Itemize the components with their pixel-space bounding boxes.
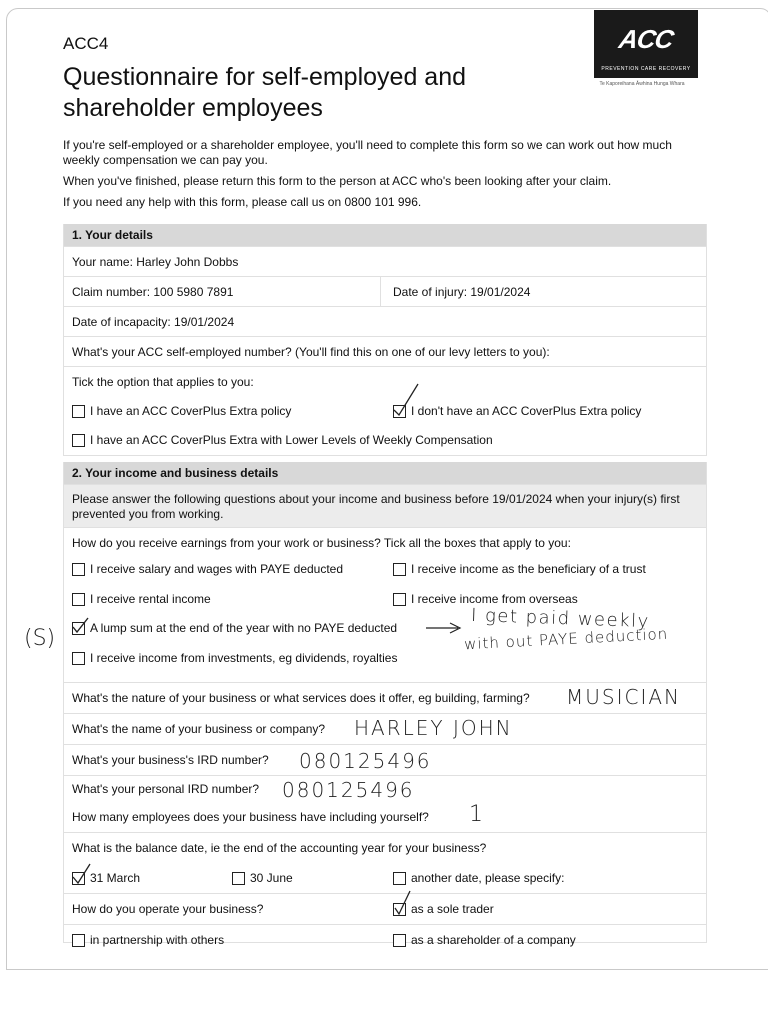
incapacity-row <box>64 306 706 336</box>
checkbox[interactable] <box>232 872 245 885</box>
employees-row <box>64 802 706 832</box>
checkmark-icon <box>393 890 413 916</box>
claim-row <box>64 276 706 306</box>
option-label: I receive income from overseas <box>411 592 578 606</box>
checkbox[interactable] <box>393 872 406 885</box>
earnings-option-overseas[interactable] <box>393 592 578 606</box>
personal-ird-question: What's your personal IRD number? <box>72 782 260 796</box>
handwritten-note-line1: I get paid weekly <box>470 604 651 633</box>
earnings-option-investments[interactable] <box>72 651 397 665</box>
checkbox[interactable] <box>72 934 85 947</box>
checkmark-icon <box>72 863 92 885</box>
intro-paragraph-2: When you've finished, please return this form to the person at ACC who's been looking after your claim. <box>63 174 612 188</box>
nature-row <box>64 682 706 713</box>
checkbox[interactable] <box>72 652 85 665</box>
business-name-question: What's the name of your business or company? <box>72 722 326 736</box>
earnings-prompt: How do you receive earnings from your work or business? Tick all the boxes that apply to you: <box>72 536 571 550</box>
option-label: I receive salary and wages with PAYE deducted <box>90 562 344 576</box>
checkbox[interactable] <box>393 934 406 947</box>
section-heading: 1. Your details <box>64 224 706 246</box>
operate-option-sole-trader[interactable] <box>393 894 494 924</box>
operate-row <box>64 893 706 924</box>
coverplus-option-1[interactable] <box>72 404 291 418</box>
margin-mark: (S) <box>24 626 56 651</box>
section-heading: 2. Your income and business details <box>64 462 706 484</box>
option-label: I have an ACC CoverPlus Extra policy <box>90 404 292 418</box>
checkbox[interactable] <box>393 593 406 606</box>
checkbox[interactable] <box>393 405 406 418</box>
balance-options-row <box>64 863 706 893</box>
option-label: as a sole trader <box>411 902 494 916</box>
checkmark-icon <box>72 617 90 635</box>
business-name-answer[interactable]: HARLEY JOHN <box>354 716 513 740</box>
form-code: ACC4 <box>63 34 109 53</box>
balance-date-row <box>64 832 706 863</box>
checkbox[interactable] <box>72 872 85 885</box>
page-title: Questionnaire for self-employed and shareholder employees <box>63 63 467 122</box>
employees-answer[interactable]: 1 <box>469 802 485 827</box>
checkbox[interactable] <box>393 903 406 916</box>
acc-logo <box>594 10 698 78</box>
date-of-injury-field[interactable]: Date of injury: 19/01/2024 <box>393 284 531 299</box>
balance-option-31-march[interactable] <box>72 863 140 893</box>
intro-paragraph-1: If you're self-employed or a shareholder employee, you'll need to complete this form so we can work out how much weekly compensation we can pay you. <box>63 138 672 167</box>
instructions-row <box>64 484 706 527</box>
earnings-prompt-row <box>64 527 706 558</box>
option-label: A lump sum at the end of the year with no PAYE deducted <box>90 621 398 635</box>
section-income-business <box>63 462 707 947</box>
option-label: in partnership with others <box>90 933 225 947</box>
operate-option-shareholder[interactable] <box>393 925 576 955</box>
checkbox[interactable] <box>72 563 85 576</box>
checkmark-icon <box>392 382 422 418</box>
name-row <box>64 246 706 276</box>
earnings-option-trust[interactable] <box>393 562 646 576</box>
business-name-row <box>64 713 706 744</box>
employees-question: How many employees does your business have including yourself? <box>72 810 429 824</box>
coverplus-option-2[interactable] <box>393 404 641 418</box>
nature-question: What's the nature of your business or what services does it offer, eg building, farming? <box>72 691 530 705</box>
business-ird-question: What's your business's IRD number? <box>72 753 269 767</box>
operate-option-partnership[interactable] <box>72 925 224 955</box>
option-label: 30 June <box>250 871 293 885</box>
handwritten-note-line2: with out PAYE deduction <box>463 624 669 654</box>
tick-prompt: Tick the option that applies to you: <box>72 375 254 389</box>
checkbox[interactable] <box>72 434 85 447</box>
coverplus-option-3[interactable] <box>72 433 493 447</box>
checkbox[interactable] <box>393 563 406 576</box>
option-label: 31 March <box>90 871 141 885</box>
earnings-option-rental[interactable] <box>72 592 211 606</box>
option-label: I receive income from investments, eg dividends, royalties <box>90 651 398 665</box>
option-label: I receive rental income <box>90 592 211 606</box>
date-of-incapacity-field[interactable]: Date of incapacity: 19/01/2024 <box>72 314 235 329</box>
personal-ird-answer[interactable]: 080125496 <box>282 778 415 802</box>
section-your-details <box>63 224 707 456</box>
operate-question: How do you operate your business? <box>72 902 264 916</box>
logo-tagline: PREVENTION CARE RECOVERY <box>601 66 691 72</box>
balance-date-question: What is the balance date, ie the end of the accounting year for your business? <box>72 841 487 855</box>
business-ird-row <box>64 744 706 775</box>
checkbox[interactable] <box>72 405 85 418</box>
coverplus-options-row <box>64 366 706 455</box>
option-label: I have an ACC CoverPlus Extra with Lower Levels of Weekly Compensation <box>90 433 493 447</box>
balance-option-30-june[interactable] <box>232 863 293 893</box>
earnings-option-lump-sum[interactable] <box>72 621 397 635</box>
arrow-icon <box>424 621 464 635</box>
self-employed-number-row <box>64 336 706 366</box>
self-employed-number-field[interactable]: What's your ACC self-employed number? (You'll find this on one of our levy letters to you): <box>72 344 550 359</box>
instructions-text: Please answer the following questions about your income and business before 19/01/2024 when your injury(s) first prevented you from working. <box>72 492 680 521</box>
logo-subtitle: Te Kaporeihana Āwhina Hunga Whara <box>599 81 685 87</box>
option-label: I receive income as the beneficiary of a trust <box>411 562 646 576</box>
option-label: as a shareholder of a company <box>411 933 576 947</box>
earnings-option-salary[interactable] <box>72 562 343 576</box>
divider <box>380 277 381 306</box>
operate-options-row <box>64 924 706 955</box>
checkbox[interactable] <box>72 622 85 635</box>
business-ird-answer[interactable]: 080125496 <box>299 749 432 773</box>
nature-answer[interactable]: MUSICIAN <box>566 685 681 709</box>
name-field[interactable]: Your name: Harley John Dobbs <box>72 254 239 269</box>
claim-number-field[interactable]: Claim number: 100 5980 7891 <box>72 284 234 299</box>
earnings-options <box>64 558 706 682</box>
logo-text: ACC <box>616 24 676 54</box>
option-label: I don't have an ACC CoverPlus Extra policy <box>411 404 642 418</box>
option-label: another date, please specify: <box>411 871 565 885</box>
personal-ird-row <box>64 775 706 802</box>
checkbox[interactable] <box>72 593 85 606</box>
balance-option-other[interactable] <box>393 863 564 893</box>
intro-paragraph-3: If you need any help with this form, please call us on 0800 101 996. <box>63 195 422 209</box>
